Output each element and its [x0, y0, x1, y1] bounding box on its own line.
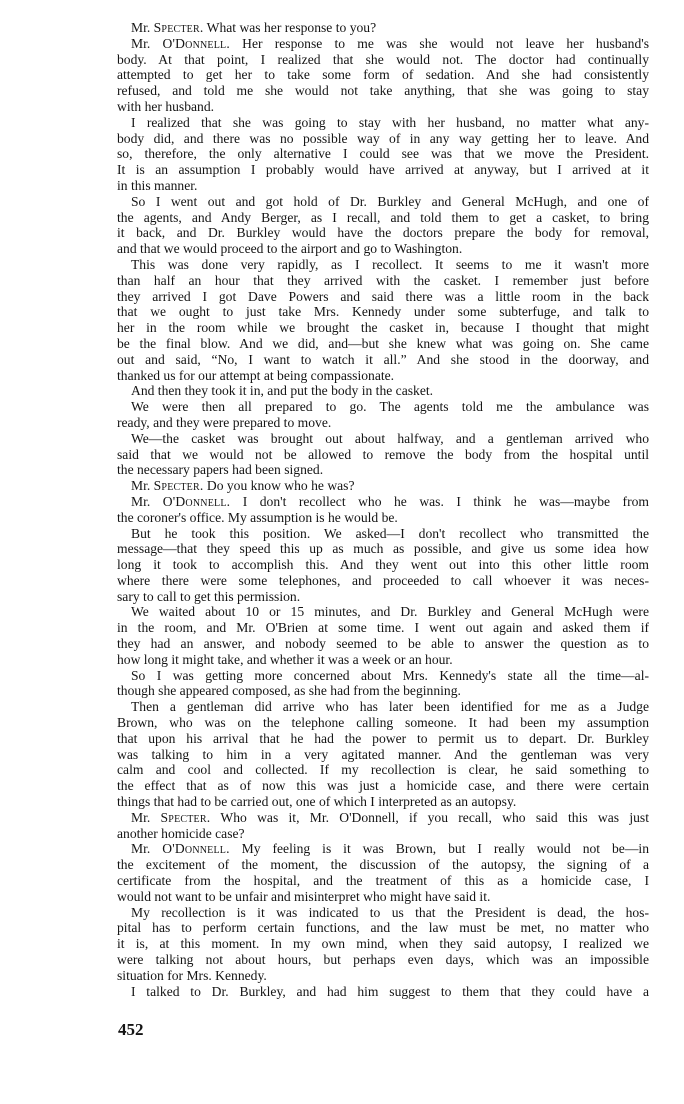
line-text: My recollection is it was indicated to us that the President is dead, the hos- [131, 904, 649, 920]
speaker-title: Mr. [131, 35, 151, 51]
text-line [117, 210, 649, 226]
text-line [117, 115, 649, 131]
text-line [117, 715, 649, 731]
paragraph [117, 194, 649, 257]
speaker-title: Mr. [131, 841, 151, 857]
text-line [117, 257, 649, 273]
speaker-name: O'Donnell. [162, 35, 230, 51]
speaker-title: Mr. [131, 493, 151, 509]
line-text: I realized that she was going to stay with her husband, no matter what any- [131, 114, 649, 130]
speaker-title: Mr. [131, 478, 151, 494]
line-text: So I went out and got hold of Dr. Burkley and General McHugh, and one of [131, 193, 649, 209]
line-text: where there were some telephones, and proceeded to call whoever it was neces- [117, 572, 649, 588]
line-text: Then a gentleman did arrive who has later been identified for me as a Judge [131, 699, 649, 715]
text-line [117, 747, 649, 763]
speaker-name: Specter. [153, 20, 204, 35]
line-text: her in the room while we brought the casket in, because I thought that might [117, 320, 649, 336]
line-text: It is an assumption I probably would have arrived at anyway, but I arrived at it [117, 162, 649, 178]
text-line [117, 778, 649, 794]
line-text: body did, and there was no possible way of in any way getting her to leave. And [117, 130, 649, 146]
line-text: it is, at this moment. In my own mind, when they said autopsy, I realized we [117, 936, 649, 952]
text-line [117, 668, 649, 684]
line-text: My feeling is it was Brown, but I really would not be—in [241, 841, 649, 857]
text-line [117, 636, 649, 652]
text-line [117, 36, 649, 52]
text-line [117, 762, 649, 778]
paragraph [117, 984, 649, 1000]
line-text: in this manner. [117, 177, 198, 193]
text-line [117, 67, 649, 83]
line-text: said that we would not be allowed to remove the body from the hospital until [117, 446, 649, 462]
testimony-paragraph [117, 494, 649, 526]
text-line [117, 83, 649, 99]
text-line [117, 905, 649, 921]
line-text: What was her response to you? [206, 20, 377, 35]
text-line [117, 162, 649, 178]
line-text: Who was it, Mr. O'Donnell, if you recall, who said this was just [220, 809, 649, 825]
line-text: the coroner's office. My assumption is he would be. [117, 509, 398, 525]
line-text: were talking not about hours, but perhaps even days, which was an impossible [117, 952, 649, 968]
line-text: how long it might take, and whether it was a week or an hour. [117, 651, 453, 667]
testimony-paragraph [117, 810, 649, 842]
paragraph [117, 526, 649, 605]
line-text: the excitement of the moment, the discussion of the autopsy, the signing of a [117, 857, 649, 873]
line-text: But he took this position. We asked—I don't recollect who transmitted the [131, 525, 649, 541]
text-line [117, 826, 649, 842]
text-line [117, 557, 649, 573]
text-line [117, 984, 649, 1000]
line-text: the agents, and Andy Berger, as I recall, and told them to get a casket, to bring [117, 209, 649, 225]
line-text: another homicide case? [117, 825, 245, 841]
text-line [117, 573, 649, 589]
speaker-title: Mr. [131, 809, 151, 825]
testimony-paragraph [117, 36, 649, 115]
text-line [117, 225, 649, 241]
line-text: situation for Mrs. Kennedy. [117, 967, 267, 983]
text-line [117, 304, 649, 320]
text-line [117, 936, 649, 952]
text-line [117, 383, 649, 399]
line-text: Brown, who was on the telephone calling someone. It had been my assumption [117, 715, 649, 731]
text-line [117, 699, 649, 715]
line-text: that we ought to just take Mrs. Kennedy under some subterfuge, and talk to [117, 304, 649, 320]
line-text: it back, and Dr. Burkley would have the doctors prepare the body for removal, [117, 225, 649, 241]
text-line [117, 510, 649, 526]
line-text: that upon his arrival that he had the power to permit us to depart. Dr. Burkley [117, 730, 649, 746]
line-text: than half an hour that they arrived with the casket. I remember just before [117, 272, 649, 288]
text-line [117, 289, 649, 305]
speaker-name: Specter. [160, 809, 211, 825]
line-text: I don't recollect who he was. I think he was—maybe from [242, 493, 649, 509]
text-line [117, 131, 649, 147]
text-line [117, 731, 649, 747]
text-line [117, 494, 649, 510]
line-text: so, therefore, the only alternative I could see was that we move the President. [117, 146, 649, 162]
speaker-title: Mr. [131, 20, 151, 35]
text-line [117, 273, 649, 289]
text-line [117, 620, 649, 636]
line-text: long it took to accomplish this. And they went out into this other little room [117, 557, 649, 573]
line-text: in the room, and Mr. O'Brien at some time. I went out again and asked them if [117, 620, 649, 636]
text-line [117, 526, 649, 542]
line-text: sary to call to get this permission. [117, 588, 301, 604]
text-line [117, 589, 649, 605]
text-line [117, 431, 649, 447]
paragraph [117, 257, 649, 383]
text-line [117, 857, 649, 873]
line-text: So I was getting more concerned about Mrs. Kennedy's state all the time—al- [131, 667, 649, 683]
text-line [117, 194, 649, 210]
line-text: with her husband. [117, 98, 215, 114]
paragraph [117, 699, 649, 810]
line-text: certificate from the hospital, and the treatment of this as a homicide case, I [117, 873, 649, 889]
line-text: This was done very rapidly, as I recollect. It seems to me it wasn't more [131, 256, 649, 272]
line-text: We were then all prepared to go. The agents told me the ambulance was [131, 399, 649, 415]
text-line [117, 841, 649, 857]
text-line [117, 462, 649, 478]
line-text: I talked to Dr. Burkley, and had him suggest to them that they could have a [131, 983, 649, 999]
text-line [117, 952, 649, 968]
line-text: We waited about 10 or 15 minutes, and Dr. Burkley and General McHugh were [131, 604, 649, 620]
line-text: We—the casket was brought out about halfway, and a gentleman arrived who [131, 430, 649, 446]
testimony-paragraph [117, 841, 649, 904]
line-text: message—that they speed this up as much as possible, and give us some idea how [117, 541, 649, 557]
text-line [117, 810, 649, 826]
line-text: things that had to be carried out, one of which I interpreted as an autopsy. [117, 794, 517, 810]
speaker-name: Specter. [153, 478, 204, 494]
speaker-name: O'Donnell. [162, 841, 230, 857]
line-text: and that we would proceed to the airport and go to Washington. [117, 241, 463, 257]
line-text: the necessary papers had been signed. [117, 462, 324, 478]
page-number: 452 [118, 1020, 144, 1039]
line-text: be the final blow. And we did, and—but she knew what was going on. She came [117, 335, 649, 351]
text-line [117, 478, 649, 494]
text-line [117, 20, 649, 36]
line-text: calm and cool and collected. If my recollection is clear, he said something to [117, 762, 649, 778]
line-text: attempted to get her to take some form of sedation. And she had consistently [117, 67, 649, 83]
line-text: though she appeared composed, as she had from the beginning. [117, 683, 461, 699]
text-line [117, 604, 649, 620]
testimony-text [117, 20, 649, 999]
line-text: And then they took it in, and put the body in the casket. [131, 383, 434, 399]
line-text: pital has to perform certain functions, and the law must be met, no matter who [117, 920, 649, 936]
line-text: thanked us for our attempt at being compassionate. [117, 367, 395, 383]
text-line [117, 178, 649, 194]
line-text: out and said, “No, I want to watch it all.” And she stood in the doorway, and [117, 351, 649, 367]
line-text: was talking to him in a very agitated manner. And the gentleman was very [117, 746, 649, 762]
line-text: Her response to me was she would not leave her husband's [242, 35, 649, 51]
text-line [117, 241, 649, 257]
line-text: the effect that as of now this was just a homicide case, and there were certain [117, 778, 649, 794]
testimony-paragraph [117, 478, 649, 494]
line-text: they had an answer, and nobody seemed to be able to answer the question as to [117, 636, 649, 652]
text-line [117, 352, 649, 368]
speaker-name: O'Donnell. [162, 493, 231, 509]
line-text: would not want to be unfair and misinterpret who might have said it. [117, 888, 491, 904]
line-text: refused, and told me she would not take anything, that she was going to stay [117, 83, 649, 99]
text-line [117, 368, 649, 384]
paragraph [117, 115, 649, 194]
text-line [117, 336, 649, 352]
paragraph [117, 668, 649, 700]
line-text: they arrived I got Dave Powers and said there was a little room in the back [117, 288, 649, 304]
line-text: Do you know who he was? [206, 478, 355, 494]
text-line [117, 920, 649, 936]
text-line [117, 652, 649, 668]
text-line [117, 399, 649, 415]
text-line [117, 968, 649, 984]
text-line [117, 52, 649, 68]
text-line [117, 320, 649, 336]
text-line [117, 889, 649, 905]
testimony-paragraph [117, 20, 649, 36]
paragraph [117, 905, 649, 984]
text-line [117, 541, 649, 557]
text-line [117, 99, 649, 115]
paragraph [117, 399, 649, 431]
text-line [117, 873, 649, 889]
text-line [117, 415, 649, 431]
text-line [117, 447, 649, 463]
line-text: ready, and they were prepared to move. [117, 414, 332, 430]
paragraph [117, 383, 649, 399]
text-line [117, 794, 649, 810]
paragraph [117, 431, 649, 478]
text-line [117, 683, 649, 699]
text-line [117, 146, 649, 162]
line-text: body. At that point, I realized that she would not. The doctor had continually [117, 51, 649, 67]
paragraph [117, 604, 649, 667]
